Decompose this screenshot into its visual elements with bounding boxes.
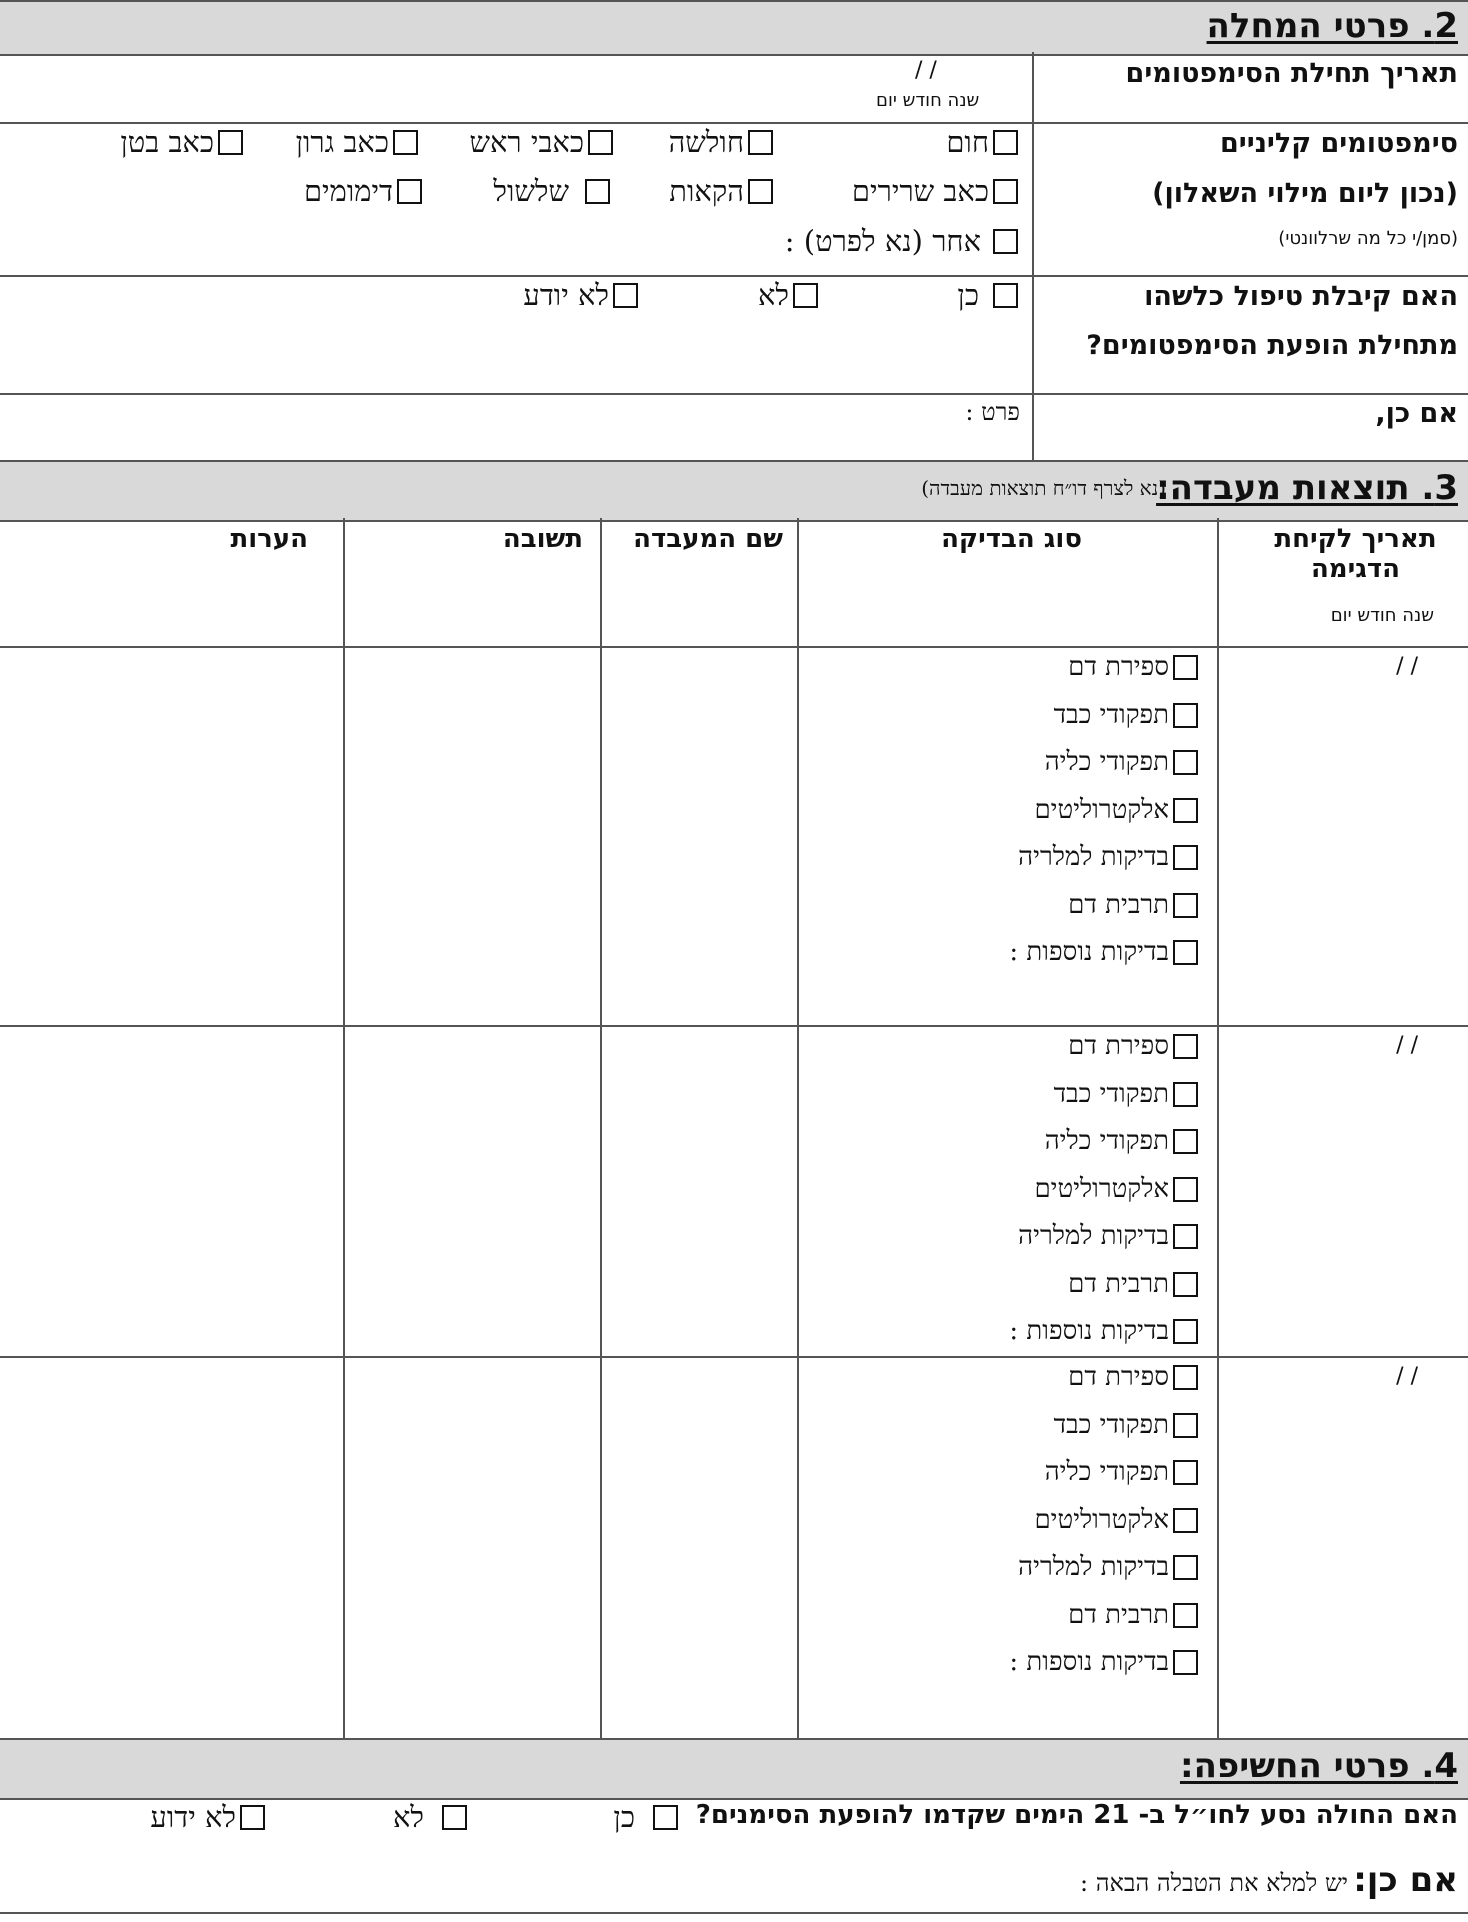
checkbox[interactable] (240, 1805, 265, 1830)
if-yes-detail[interactable]: פרט : (965, 398, 1020, 426)
travel-yes[interactable]: כן (613, 1800, 678, 1835)
checkbox[interactable] (218, 130, 243, 155)
checkbox[interactable] (993, 283, 1018, 308)
checkbox[interactable] (1173, 845, 1198, 870)
onset-label: תאריך תחילת הסימפטומים (1125, 58, 1458, 89)
test-blood-count[interactable]: ספירת דם (1068, 1362, 1198, 1392)
if-yes-label: אם כן, (1375, 398, 1458, 429)
symptom-weakness[interactable]: חולשה (669, 125, 773, 160)
test-kidney-function[interactable]: תפקודי כליה (1045, 1126, 1198, 1156)
if-yes-instruction (1080, 1860, 1458, 1900)
symptom-other[interactable]: אחר (נא לפרט) : (785, 224, 1018, 259)
travel-question: האם החולה נסע לחו״ל ב- 21 הימים שקדמו להופעת הסימנים? (695, 1800, 1458, 1830)
if-yes-text: יש למלא את הטבלה הבאה : (1079, 1869, 1349, 1897)
sample-date-slash[interactable]: / / (1396, 654, 1418, 679)
header-date-units: שנה חודש יום (1330, 605, 1434, 626)
section4-title: 4. פרטי החשיפה: (1179, 1746, 1458, 1786)
checkbox[interactable] (748, 179, 773, 204)
test-liver-function[interactable]: תפקודי כבד (1054, 1410, 1198, 1440)
checkbox[interactable] (1173, 1177, 1198, 1202)
symptom-abdominal-pain[interactable]: כאב בטן (120, 125, 243, 160)
symptom-diarrhea[interactable]: שלשול (493, 174, 610, 209)
test-blood-culture[interactable]: תרבית דם (1068, 1269, 1198, 1299)
symptoms-label: סימפטומים קליניים (1220, 128, 1458, 159)
checkbox[interactable] (1173, 1224, 1198, 1249)
test-electrolytes[interactable]: אלקטרוליטים (1034, 795, 1198, 825)
treatment-yes[interactable]: כן (957, 278, 1018, 313)
checkbox[interactable] (1173, 750, 1198, 775)
sample-date-slash[interactable]: / / (1396, 1364, 1418, 1389)
test-additional-tests[interactable]: בדיקות נוספות : (1009, 937, 1198, 967)
test-malaria-tests[interactable]: בדיקות למלריה (1018, 1221, 1198, 1251)
sample-date-slash[interactable]: / / (1396, 1033, 1418, 1058)
test-malaria-tests[interactable]: בדיקות למלריה (1018, 842, 1198, 872)
checkbox[interactable] (393, 130, 418, 155)
section2-header (0, 0, 1468, 56)
travel-no[interactable]: לא (393, 1800, 467, 1835)
checkbox[interactable] (793, 283, 818, 308)
test-electrolytes[interactable]: אלקטרוליטים (1034, 1505, 1198, 1535)
test-blood-culture[interactable]: תרבית דם (1068, 890, 1198, 920)
checkbox[interactable] (653, 1805, 678, 1830)
checkbox[interactable] (442, 1805, 467, 1830)
checkbox[interactable] (1173, 1272, 1198, 1297)
checkbox[interactable] (1173, 940, 1198, 965)
checkbox[interactable] (1173, 1319, 1198, 1344)
checkbox[interactable] (613, 283, 638, 308)
checkbox[interactable] (1173, 1603, 1198, 1628)
checkbox[interactable] (1173, 655, 1198, 680)
checkbox[interactable] (993, 229, 1018, 254)
symptom-fever[interactable]: חום (946, 125, 1018, 160)
checkbox[interactable] (1173, 1650, 1198, 1675)
checkbox[interactable] (397, 179, 422, 204)
header-test-type: סוג הבדיקה (941, 524, 1082, 554)
header-lab-name: שם המעבדה (633, 524, 783, 554)
checkbox[interactable] (993, 130, 1018, 155)
test-liver-function[interactable]: תפקודי כבד (1054, 1079, 1198, 1109)
symptom-vomiting[interactable]: הקאות (669, 174, 773, 209)
checkbox[interactable] (1173, 1460, 1198, 1485)
checkbox[interactable] (1173, 703, 1198, 728)
symptom-muscle-pain[interactable]: כאב שרירים (852, 174, 1018, 209)
section4-header (0, 1738, 1468, 1800)
test-electrolytes[interactable]: אלקטרוליטים (1034, 1174, 1198, 1204)
test-blood-culture[interactable]: תרבית דם (1068, 1600, 1198, 1630)
test-kidney-function[interactable]: תפקודי כליה (1045, 1457, 1198, 1487)
treatment-unknown[interactable]: לא יודע (523, 278, 638, 313)
checkbox[interactable] (748, 130, 773, 155)
travel-unknown[interactable]: לא ידוע (150, 1800, 265, 1835)
onset-date-slash[interactable]: / / (915, 58, 937, 83)
section2-title: 2. פרטי המחלה (1206, 6, 1458, 46)
checkbox[interactable] (1173, 1555, 1198, 1580)
checkbox[interactable] (1173, 1508, 1198, 1533)
test-kidney-function[interactable]: תפקודי כליה (1045, 747, 1198, 777)
symptoms-note: (סמן/י כל מה שרלוונטי) (1278, 228, 1458, 249)
test-additional-tests[interactable]: בדיקות נוספות : (1009, 1647, 1198, 1677)
treatment-sublabel: מתחילת הופעת הסימפטומים? (1086, 330, 1458, 361)
section3-note: (נא לצרף דו״ח תוצאות מעבדה) (921, 476, 1166, 500)
checkbox[interactable] (1173, 1129, 1198, 1154)
symptoms-sublabel: (נכון ליום מילוי השאלון) (1152, 178, 1458, 209)
test-blood-count[interactable]: ספירת דם (1068, 1031, 1198, 1061)
checkbox[interactable] (1173, 1034, 1198, 1059)
section3-header (0, 460, 1468, 522)
symptom-bleeding[interactable]: דימומים (304, 174, 422, 209)
test-liver-function[interactable]: תפקודי כבד (1054, 700, 1198, 730)
symptom-headache[interactable]: כאבי ראש (469, 125, 613, 160)
onset-date-units: שנה חודש יום (876, 90, 980, 111)
checkbox[interactable] (993, 179, 1018, 204)
checkbox[interactable] (1173, 798, 1198, 823)
header-sample-date: תאריך לקיחת הדגימה (1274, 524, 1437, 584)
checkbox[interactable] (1173, 1365, 1198, 1390)
symptom-sore-throat[interactable]: כאב גרון (296, 125, 418, 160)
treatment-no[interactable]: לא (758, 278, 818, 313)
checkbox[interactable] (588, 130, 613, 155)
test-additional-tests[interactable]: בדיקות נוספות : (1009, 1316, 1198, 1346)
section3-title: 3. תוצאות מעבדה: (1156, 468, 1458, 508)
checkbox[interactable] (1173, 1413, 1198, 1438)
test-blood-count[interactable]: ספירת דם (1068, 652, 1198, 682)
checkbox[interactable] (1173, 893, 1198, 918)
header-notes: הערות (230, 524, 308, 554)
treatment-label: האם קיבלת טיפול כלשהו (1144, 281, 1458, 312)
header-answer: תשובה (502, 524, 583, 554)
checkbox[interactable] (585, 179, 610, 204)
checkbox[interactable] (1173, 1082, 1198, 1107)
if-yes-bold: אם כן: (1353, 1860, 1458, 1900)
test-malaria-tests[interactable]: בדיקות למלריה (1018, 1552, 1198, 1582)
